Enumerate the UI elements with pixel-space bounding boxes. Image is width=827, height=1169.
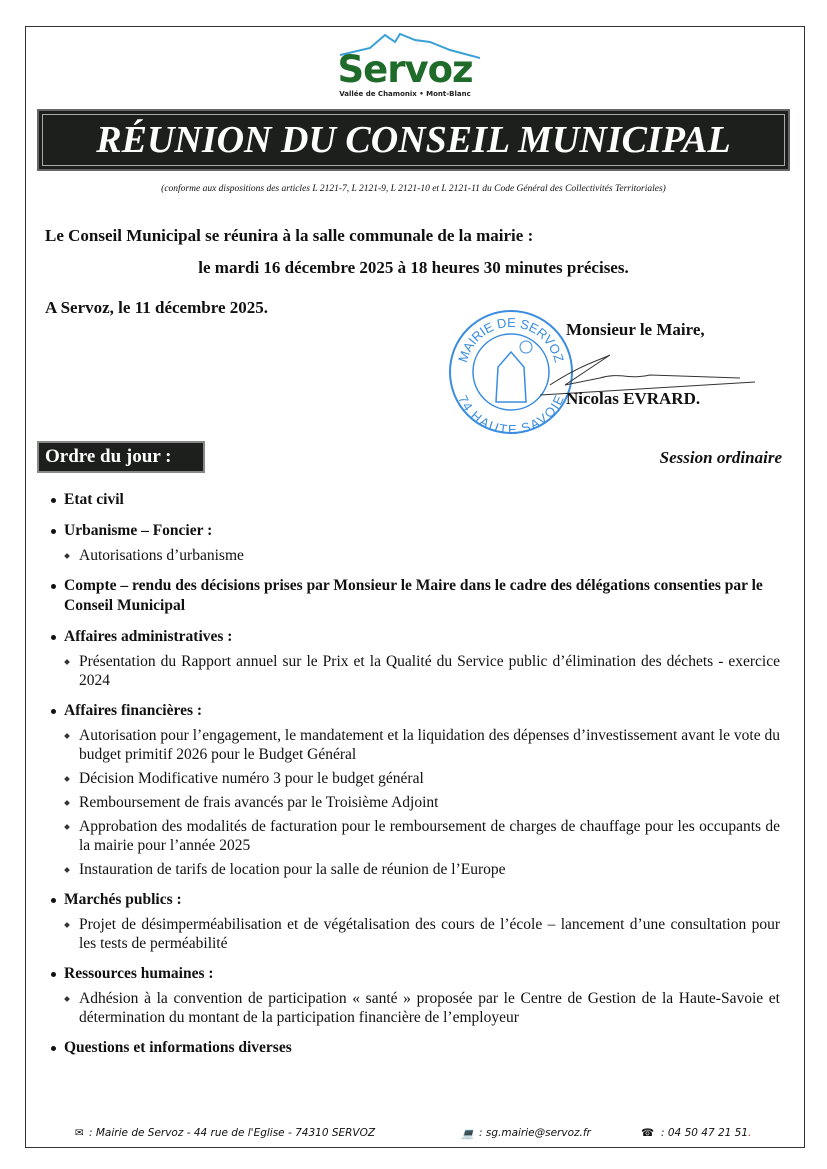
agenda-section <box>48 964 780 1027</box>
agenda-section-title: Marchés publics : <box>48 890 780 910</box>
footer-address: : Mairie de Servoz - 44 rue de l'Eglise - 74310 SERVOZ <box>89 1127 376 1139</box>
meeting-date: le mardi 16 décembre 2025 à 18 heures 30 minutes précises. <box>198 258 629 277</box>
signatory-role: Monsieur le Maire, <box>566 320 705 339</box>
agenda-item: Instauration de tarifs de location pour la salle de réunion de l’Europe <box>48 860 780 879</box>
meeting-location: Le Conseil Municipal se réunira à la salle communale de la mairie : <box>45 226 534 245</box>
stamp-top-text: MAIRIE DE SERVOZ <box>455 314 567 365</box>
agenda-item: Autorisation pour l’engagement, le mandatement et la liquidation des dépenses d’investissement avant le vote du budget primitif 2026 pour le Budget Général <box>48 726 780 764</box>
address-icon: ✉ <box>75 1127 84 1139</box>
agenda-item: Projet de désimperméabilisation et de végétalisation des cours de l’école – lancement d’une consultation pour les tests de perméabilité <box>48 915 780 953</box>
place-date: A Servoz, le 11 décembre 2025. <box>45 298 269 317</box>
agenda-heading: Ordre du jour : <box>37 441 205 473</box>
agenda-item: Décision Modificative numéro 3 pour le budget général <box>48 769 780 788</box>
agenda-item: Présentation du Rapport annuel sur le Prix et la Qualité du Service public d’élimination des déchets - exercice 2024 <box>48 652 780 690</box>
agenda-section <box>48 490 780 510</box>
agenda-item: Remboursement de frais avancés par le Troisième Adjoint <box>48 793 780 812</box>
agenda-item: Autorisations d’urbanisme <box>48 546 780 565</box>
stamp-bottom-text: 74 HAUTE SAVOIE <box>455 392 567 437</box>
agenda-section-title: Questions et informations diverses <box>48 1038 780 1058</box>
agenda-section <box>48 890 780 953</box>
servoz-logo <box>330 30 490 100</box>
agenda-section <box>48 521 780 565</box>
agenda-section <box>48 701 780 879</box>
logo-text: Servoz <box>337 48 473 91</box>
footer-phone-dot: . <box>748 1127 752 1139</box>
agenda-section <box>48 576 780 616</box>
agenda-section-title: Affaires administratives : <box>48 627 780 647</box>
legal-note: (conforme aux dispositions des articles L 2121-7, L 2121-9, L 2121-10 et L 2121-11 du Code Général des Collectivités Territoriales) <box>161 184 666 194</box>
agenda-section-title: Affaires financières : <box>48 701 780 721</box>
agenda-section-title: Etat civil <box>48 490 780 510</box>
logo-tagline: Vallée de Chamonix • Mont-Blanc <box>339 90 471 98</box>
agenda-section <box>48 627 780 690</box>
footer-phone: : 04 50 47 21 51 <box>661 1127 749 1139</box>
session-type: Session ordinaire <box>659 448 782 467</box>
signatory-name: Nicolas EVRARD. <box>566 389 701 408</box>
agenda-list <box>48 490 780 1069</box>
agenda-item: Approbation des modalités de facturation pour le remboursement de charges de chauffage pour les occupants de la mairie pour l’année 2025 <box>48 817 780 855</box>
computer-icon: 💻 <box>461 1128 475 1140</box>
agenda-section <box>48 1038 780 1058</box>
title-banner <box>37 109 790 171</box>
agenda-item: Adhésion à la convention de participation « santé » proposée par le Centre de Gestion de la Haute-Savoie et détermination du montant de la participation financière de l’employeur <box>48 989 780 1027</box>
page-title: RÉUNION DU CONSEIL MUNICIPAL <box>96 119 731 161</box>
agenda-section-title: Compte – rendu des décisions prises par Monsieur le Maire dans le cadre des délégations consenties par le Conseil Municipal <box>48 576 780 616</box>
agenda-section-title: Urbanisme – Foncier : <box>48 521 780 541</box>
agenda-section-title: Ressources humaines : <box>48 964 780 984</box>
footer-email: : sg.mairie@servoz.fr <box>479 1127 591 1139</box>
phone-icon: ☎ <box>641 1127 655 1139</box>
